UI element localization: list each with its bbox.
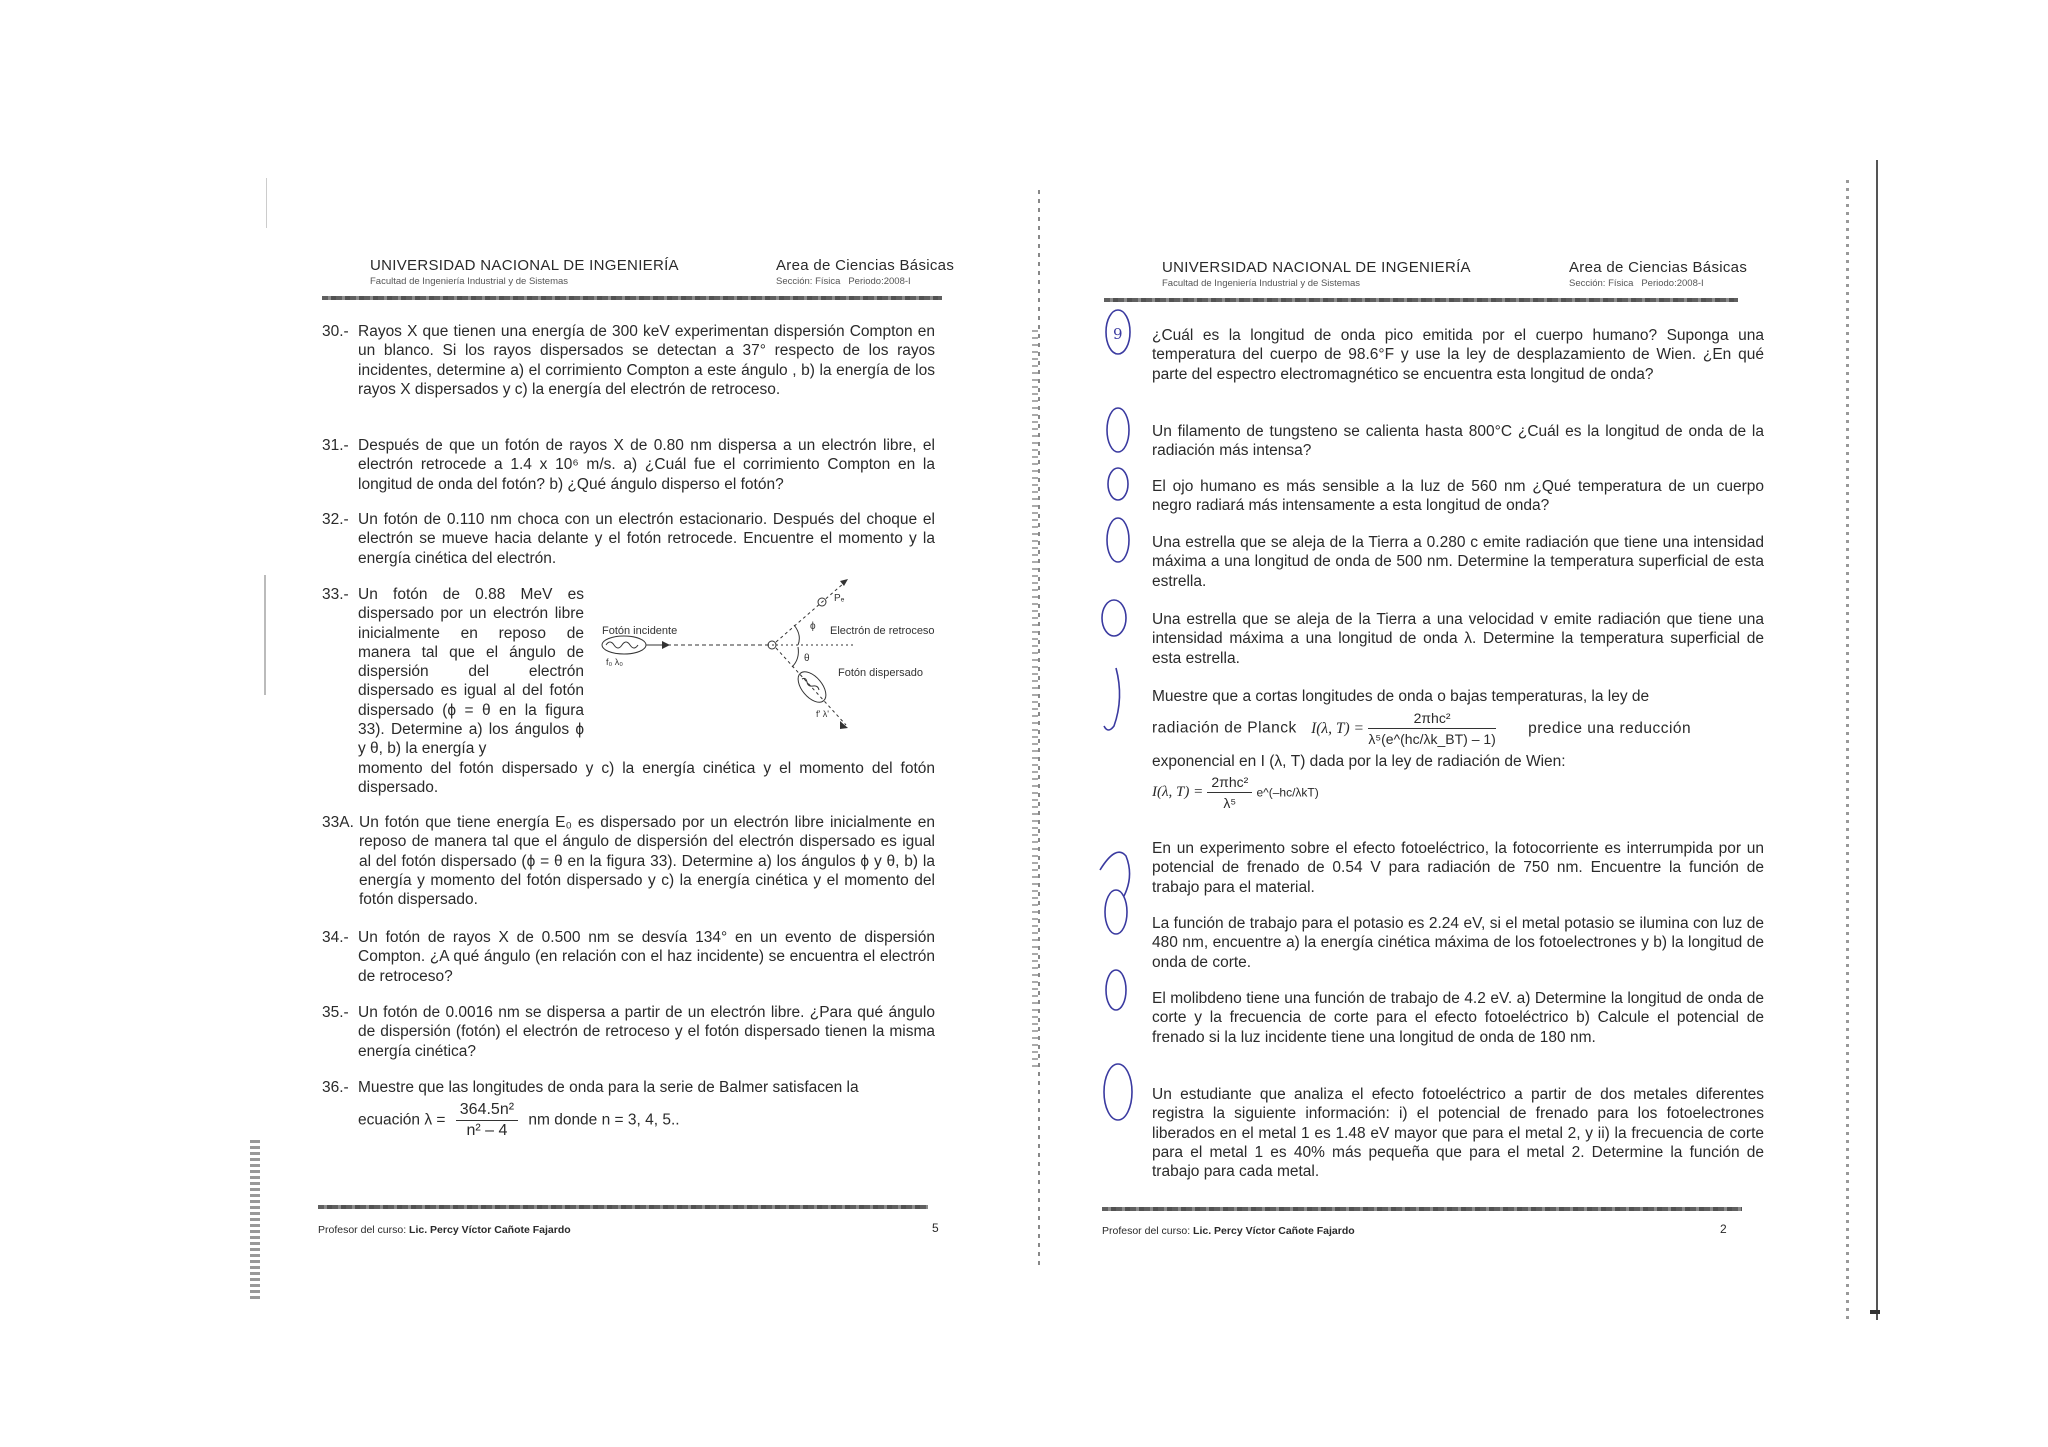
balmer-equation: ecuación λ = $\frac{\text{364.5n²}}{\text{n² – 4}}$ nm donde n = 3, 4, 5.. (358, 1101, 680, 1139)
problem-31: 31.- Después de que un fotón de rayos X de 0.80 nm dispersa a un electrón libre, el electrón retrocede a 1.4 x 10⁶ m/s. a) ¿Cuál fue el corrimiento Compton en la longitud de onda del fotón? b) ¿Qué ángulo disperso el fotón? (322, 437, 935, 493)
circle-12 (1107, 518, 1129, 562)
mark-13 (1104, 668, 1120, 730)
scan-mark (264, 575, 266, 695)
electron-label: Electrón de retroceso (830, 625, 935, 637)
problem-12a: Una estrella que se aleja de la Tierra a una velocidad v emite radiación que tiene una intensidad máxima a una longitud de onda λ. Determine la temperatura superficial de esta estrella. (1152, 611, 1764, 667)
incident-wave-icon (606, 642, 638, 648)
wien-law: I(λ, T) = $\frac{\text{2πhc²}}{\text{λ⁵}}$ e^(–hc/λkT) (1152, 774, 1319, 811)
problem-17: Un estudiante que analiza el efecto fotoeléctrico a partir de dos metales diferentes registra la siguiente información: i) el potencial de frenado para los fotoelectrones liberados en el metal 1 es 1.48 eV mayor que para el metal 2, y ii) la frecuencia de corte para el metal 1 es 40% más pequeña que para el metal 2. Determine la función de trabajo para cada metal. (1152, 1086, 1764, 1181)
planck-fraction: $\frac{\text{2πhc²}}{\text{λ⁵(e\textasciicircum{}(hc/λk\_BT) – 1)}}$ (1368, 710, 1496, 747)
scan-edge (1032, 330, 1038, 1070)
wien-fraction: $\frac{\text{2πhc²}}{\text{λ⁵}}$ (1207, 772, 1252, 813)
circle-16 (1106, 970, 1126, 1010)
circle-10 (1107, 408, 1129, 452)
planck-law: radiación de Planck I(λ, T) = $\frac{\text{2πhc²}}{\text{λ⁵(e\textasciicircum{}(hc/λk\_BT) – 1)}}$ predice una reducción (1152, 710, 1692, 747)
circle-17 (1104, 1064, 1132, 1120)
handwritten-annotations (1096, 300, 1158, 1180)
footer: Profesor del curso: Lic. Percy Víctor Cañote Fajardo (318, 1224, 571, 1236)
problem-15: La función de trabajo para el potasio es 2.24 eV, si el metal potasio se ilumina con luz de 480 nm, encuentre a) la energía cinética máxima de los fotoelectrones y b) la longitud de onda de corte. (1152, 915, 1764, 971)
right-page (1040, 0, 2048, 1447)
scattered-symbols: f' λ' (816, 709, 829, 719)
phi-arc (794, 625, 799, 645)
scattered-label: Fotón dispersado (838, 667, 923, 679)
scattered-wave-icon (802, 678, 819, 690)
header-university: UNIVERSIDAD NACIONAL DE INGENIERÍA Facultad de Ingeniería Industrial y de Sistemas (1162, 259, 1471, 289)
header-area: Area de Ciencias Básicas Sección: Física Periodo:2008-I (1569, 259, 1748, 289)
header-university: UNIVERSIDAD NACIONAL DE INGENIERÍA Facultad de Ingeniería Industrial y de Sistemas (370, 257, 679, 287)
balmer-fraction: $\frac{\text{364.5n²}}{\text{n² – 4}}$ (456, 1100, 518, 1141)
circle-12a (1102, 600, 1126, 636)
theta-label: θ (804, 653, 810, 664)
problem-9: ¿Cuál es la longitud de onda pico emitida por el cuerpo humano? Suponga una temperatura del cuerpo de 98.6°F y use la ley de desplazamiento de Wien. ¿En qué parte del espectro electromagnético se encuentra esta longitud de onda? (1152, 327, 1764, 383)
compton-diagram (594, 575, 954, 735)
footer-rule (318, 1205, 928, 1209)
scattered-arrow-icon (840, 721, 848, 729)
scan-mark (266, 178, 267, 228)
electron-momentum-label: Pₑ (834, 593, 845, 604)
compton-diagram-svg (594, 575, 954, 735)
page-edge (1876, 160, 1878, 1320)
page-number: 2 (1720, 1222, 1727, 1236)
incident-label: Fotón incidente (602, 625, 678, 637)
problem-13: Muestre que a cortas longitudes de onda o bajas temperaturas, la ley de (1152, 688, 1650, 705)
header-rule (1104, 298, 1738, 302)
problem-33a: 33A. Un fotón que tiene energía E₀ es dispersado por un electrón libre inicialmente en reposo de manera tal que el ángulo de dispersión del electrón dispersado es igual al del fotón dispersado (ϕ = θ en la figura 33). Determine a) los ángulos ϕ y θ, b) la energía y momento del fotón dispersado y c) la energía cinética y el momento del fotón dispersado. (322, 814, 935, 909)
problem-34: 34.- Un fotón de rayos X de 0.500 nm se desvía 134° en un evento de dispersión Compton. ¿A qué ángulo (en relación con el haz incidente) se encuentra el electrón de retroceso? (322, 929, 935, 985)
incident-arrow-icon (662, 641, 670, 649)
problem-10: Un filamento de tungsteno se calienta hasta 800°C ¿Cuál es la longitud de onda de la radiación más intensa? (1152, 423, 1764, 460)
incident-symbols: f₀ λ₀ (606, 657, 623, 667)
book-gutter (1038, 190, 1040, 1270)
header-rule (322, 296, 942, 300)
problem-14: En un experimento sobre el efecto fotoeléctrico, la fotocorriente es interrumpida por un potencial de frenado de 0.54 V para radiación de 750 nm. Encuentre la función de trabajo para el material. (1152, 840, 1764, 896)
problem-30: 30.- Rayos X que tienen una energía de 300 keV experimentan dispersión Compton en un blanco. Si los rayos dispersados se detectan a 37° respecto de los rayos incidentes, determine a) el corrimiento Compton a este ángulo , b) la energía de los rayos X dispersados y c) la energía del electrón de retroceso. (322, 323, 935, 398)
circle-15 (1105, 890, 1127, 934)
footer: Profesor del curso: Lic. Percy Víctor Cañote Fajardo (1102, 1225, 1355, 1237)
problem-11: El ojo humano es más sensible a la luz de 560 nm ¿Qué temperatura de un cuerpo negro radiará más intensamente a esta longitud de onda? (1152, 478, 1764, 515)
header-area: Area de Ciencias Básicas Sección: Física Periodo:2008-I (776, 257, 955, 287)
wien-intro: exponencial en I (λ, T) dada por la ley de radiación de Wien: (1152, 753, 1566, 770)
problem-35: 35.- Un fotón de 0.0016 nm se dispersa a partir de un electrón libre. ¿Para qué ángulo de dispersión (fotón) el electrón de retroceso y el fotón dispersado tienen la misma energía cinética? (322, 1004, 935, 1060)
problem-32: 32.- Un fotón de 0.110 nm choca con un electrón estacionario. Después del choque el electrón se mueve hacia delante y el fotón retrocede. Encuentre el momento y la energía cinética del electrón. (322, 511, 935, 567)
problem-12: Una estrella que se aleja de la Tierra a 0.280 c emite radiación que tiene una intensidad máxima a una longitud de onda de 500 nm. Determine la temperatura superficial de esta estrella. (1152, 534, 1764, 590)
scan-edge (250, 1140, 260, 1300)
problem-33-continuation: momento del fotón dispersado y c) la energía cinética y el momento del fotón dispersado. (358, 760, 935, 797)
scan-edge (1846, 180, 1849, 1320)
problem-36: 36.- Muestre que las longitudes de onda para la serie de Balmer satisfacen la (322, 1079, 859, 1096)
theta-arc (792, 647, 798, 667)
page-edge-mark (1870, 1310, 1880, 1314)
footer-rule (1102, 1207, 1742, 1211)
scattered-photon-icon (793, 667, 831, 707)
handwritten-9: 9 (1113, 325, 1123, 343)
problem-16: El molibdeno tiene una función de trabajo de 4.2 eV. a) Determine la longitud de onda de corte y la frecuencia de corte para el efecto fotoeléctrico b) Calcule el potencial de frenado si la luz incidente tiene una longitud de onda de 180 nm. (1152, 990, 1764, 1046)
circle-11 (1108, 468, 1128, 500)
phi-label: ϕ (810, 621, 816, 632)
problem-33: 33.- Un fotón de 0.88 MeV es dispersado por un electrón libre inicialmente en reposo de manera tal que el ángulo de dispersión del electrón dispersado es igual al del fotón dispersado (ϕ = θ en la figura 33). Determine a) los ángulos ϕ y θ, b) la energía y (322, 586, 584, 758)
page-number: 5 (932, 1221, 939, 1235)
incident-photon-icon (602, 636, 646, 654)
